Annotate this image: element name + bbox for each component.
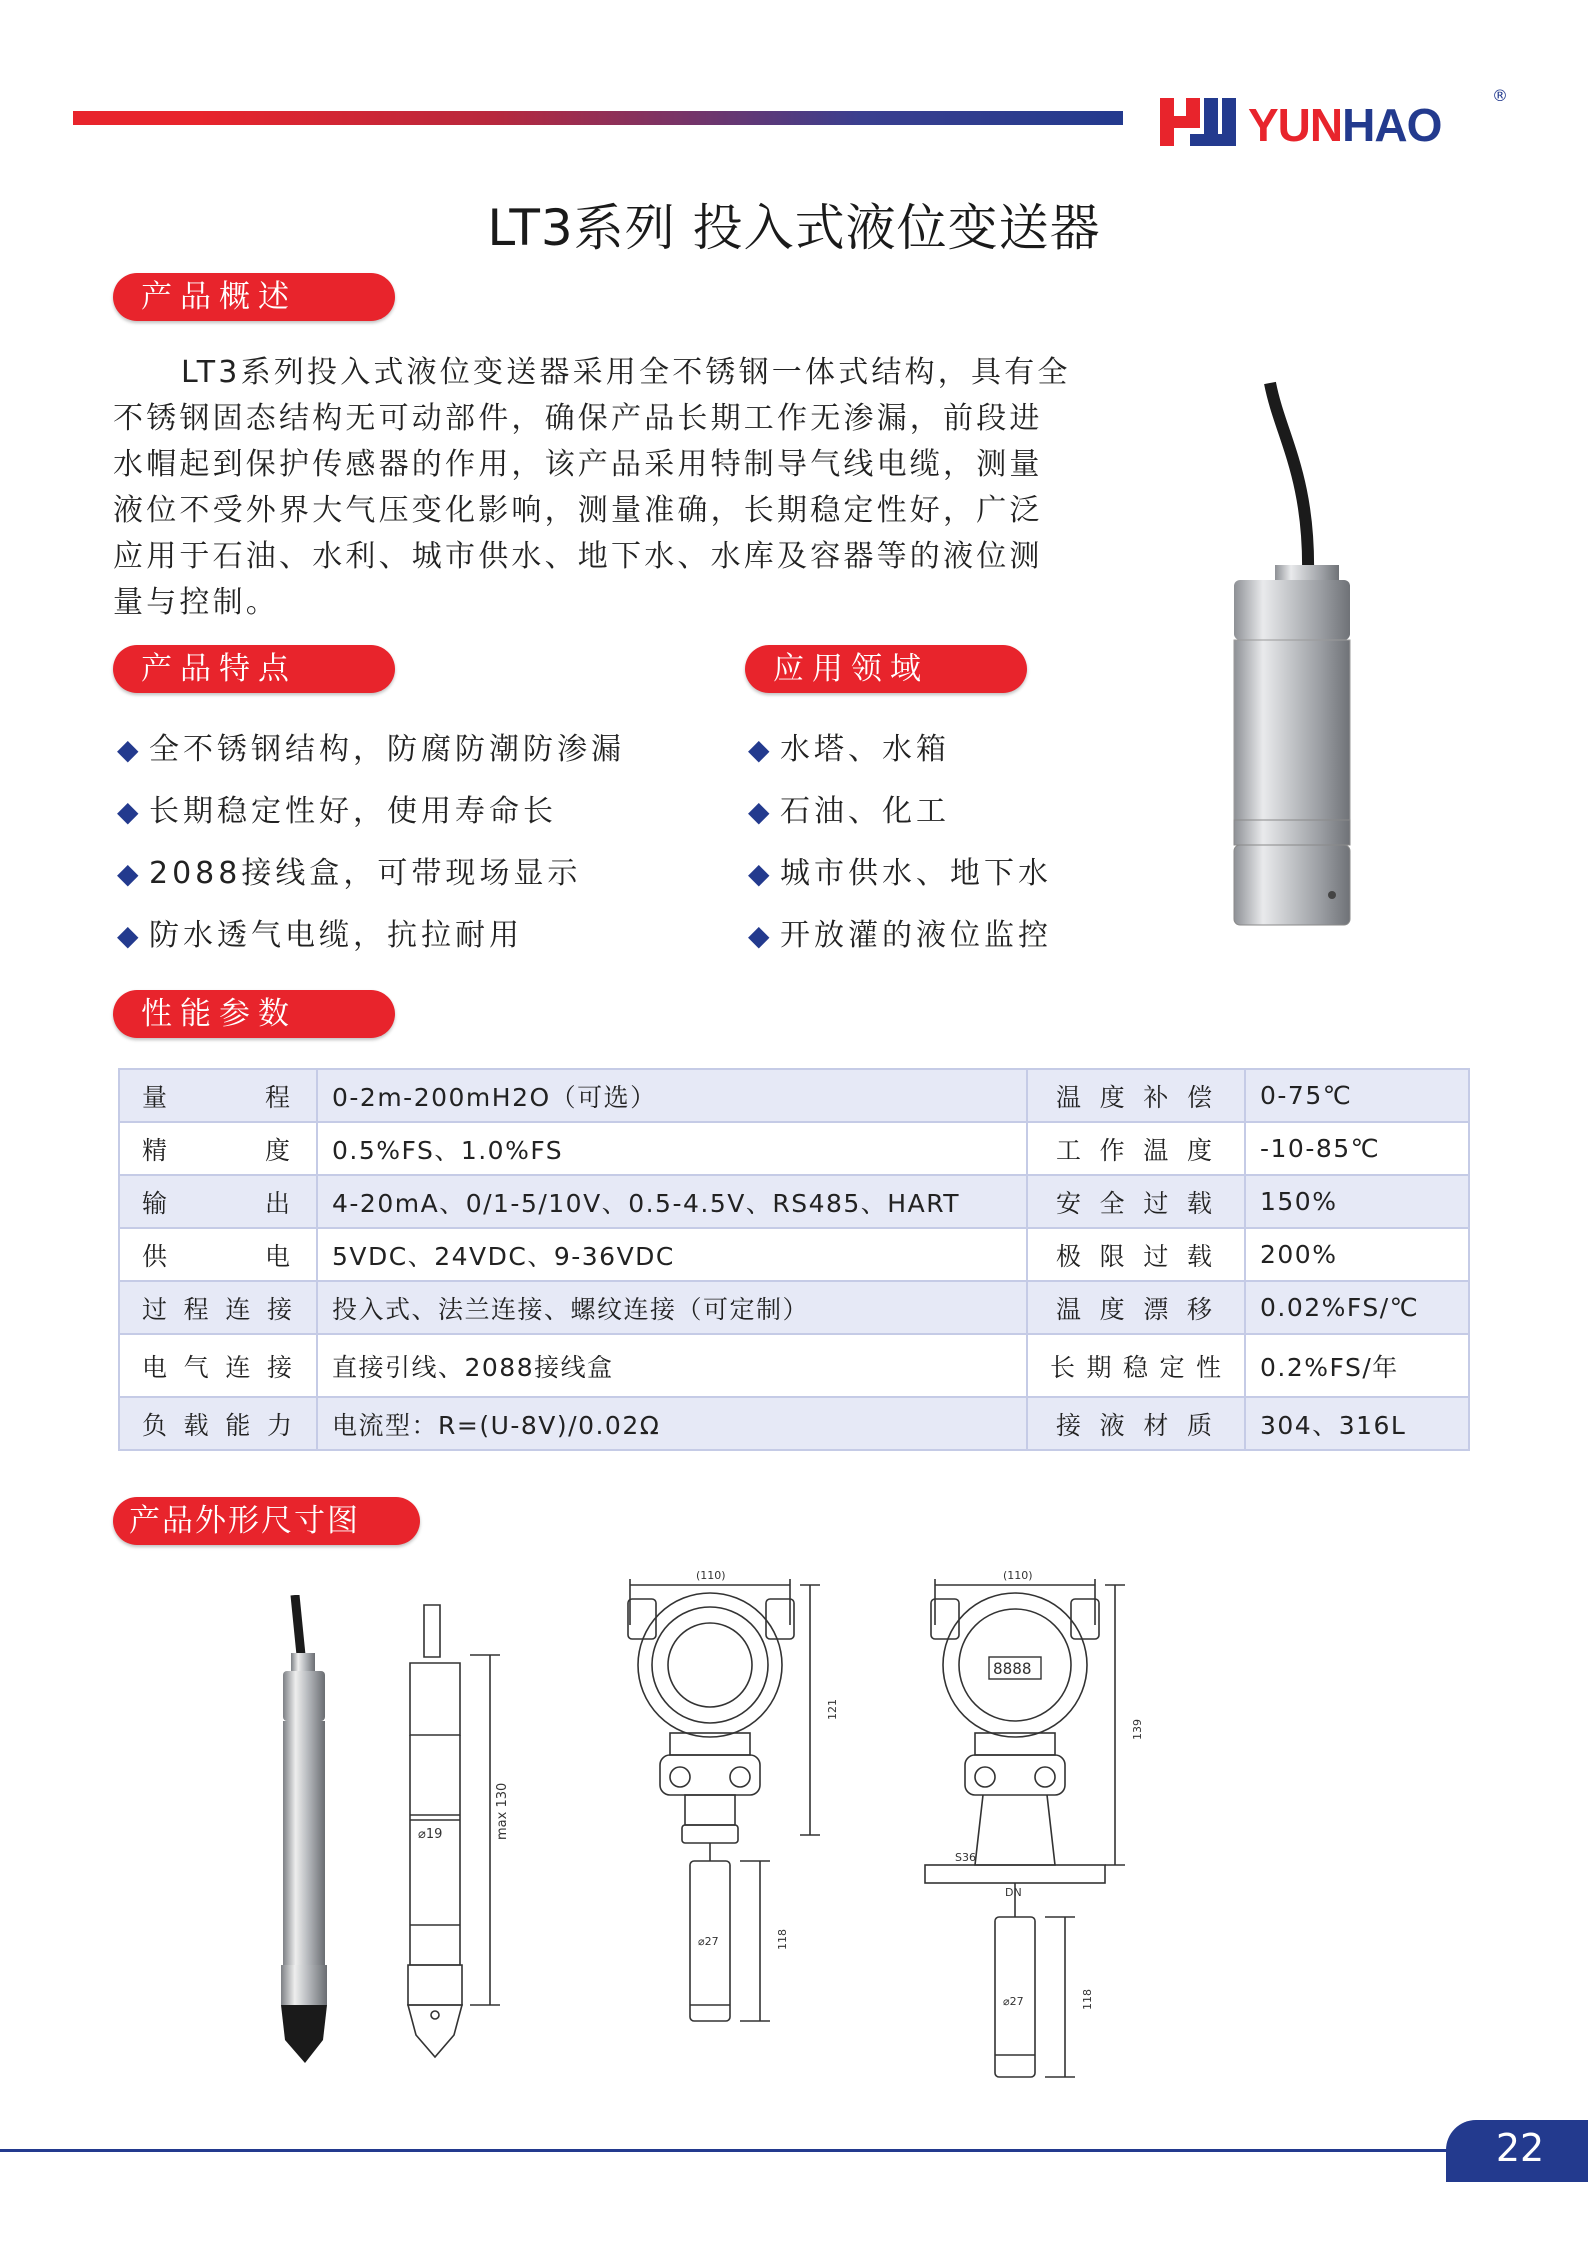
diamond-bullet-icon: ◆	[117, 733, 139, 766]
spec-key: 长期稳定性	[1027, 1334, 1245, 1397]
diamond-bullet-icon: ◆	[117, 857, 139, 890]
spec-key: 温度补偿	[1027, 1069, 1245, 1122]
spec-value: 电流型：R=(U-8V)/0.02Ω	[317, 1397, 1027, 1450]
dim-d27-a: ⌀27	[698, 1935, 719, 1948]
diamond-bullet-icon: ◆	[748, 857, 770, 890]
registered-mark: ®	[1492, 86, 1508, 105]
spec-value: 0.02%FS/℃	[1245, 1281, 1469, 1334]
dim-d19: ⌀19	[418, 1827, 443, 1842]
spec-value: 0-75℃	[1245, 1069, 1469, 1122]
spec-key: 接液材质	[1027, 1397, 1245, 1450]
overview-line: 不锈钢固态结构无可动部件，确保产品长期工作无渗漏，前段进	[113, 401, 1043, 436]
dim-118-a: 118	[776, 1929, 789, 1950]
spec-value: -10-85℃	[1245, 1122, 1469, 1175]
table-row	[119, 1069, 1469, 1122]
spec-value: 4-20mA、0/1-5/10V、0.5-4.5V、RS485、HART	[317, 1175, 1027, 1228]
section-overview-label: 产品概述	[113, 273, 395, 321]
table-row	[119, 1281, 1469, 1334]
spec-value: 200%	[1245, 1228, 1469, 1281]
application-item: ◆ 水塔、水箱	[748, 730, 1052, 792]
sensor-outline-drawing	[390, 1595, 540, 2085]
application-item: ◆ 开放灌的液位监控	[748, 916, 1052, 978]
dim-139: 139	[1131, 1719, 1144, 1740]
section-applications-label: 应用领域	[745, 645, 1027, 693]
spec-key: 量程	[119, 1069, 317, 1122]
applications-list	[748, 730, 1052, 978]
spec-value: 5VDC、24VDC、9-36VDC	[317, 1228, 1027, 1281]
application-item: ◆ 城市供水、地下水	[748, 854, 1052, 916]
spec-value: 150%	[1245, 1175, 1469, 1228]
spec-key: 过程连接	[119, 1281, 317, 1334]
dim-max130: max 130	[495, 1782, 510, 1840]
overview-line: 量与控制。	[113, 585, 279, 620]
overview-line: 应用于石油、水利、城市供水、地下水、水库及容器等的液位测	[113, 539, 1043, 574]
flange-display-drawing	[905, 1565, 1175, 2125]
feature-item: ◆ 防水透气电缆，抗拉耐用	[117, 916, 625, 978]
spec-value: 0-2m-200mH2O（可选）	[317, 1069, 1027, 1122]
footer-line	[0, 2149, 1588, 2152]
spec-key: 极限过载	[1027, 1228, 1245, 1281]
dim-121: 121	[826, 1699, 839, 1720]
dim-110-b: (110)	[1003, 1569, 1033, 1582]
table-row	[119, 1175, 1469, 1228]
spec-key: 精度	[119, 1122, 317, 1175]
feature-item: ◆ 全不锈钢结构，防腐防潮防渗漏	[117, 730, 625, 792]
overview-paragraph	[113, 350, 1113, 626]
spec-key: 工作温度	[1027, 1122, 1245, 1175]
spec-value: 304、316L	[1245, 1397, 1469, 1450]
spec-key: 安全过载	[1027, 1175, 1245, 1228]
dim-110-a: (110)	[696, 1569, 726, 1582]
header-gradient-bar	[73, 111, 1123, 125]
diamond-bullet-icon: ◆	[117, 795, 139, 828]
dim-s36: S36	[955, 1851, 976, 1864]
spec-table	[118, 1068, 1470, 1451]
section-dimensions-label: 产品外形尺寸图	[113, 1497, 420, 1545]
diamond-bullet-icon: ◆	[748, 919, 770, 952]
diamond-bullet-icon: ◆	[117, 919, 139, 952]
spec-value: 直接引线、2088接线盒	[317, 1334, 1027, 1397]
application-item: ◆ 石油、化工	[748, 792, 1052, 854]
product-photo	[1210, 375, 1370, 945]
sensor-side-photo	[255, 1595, 355, 2085]
table-row	[119, 1228, 1469, 1281]
overview-line: 液位不受外界大气压变化影响，测量准确，长期稳定性好，广泛	[113, 493, 1043, 528]
section-features-label: 产品特点	[113, 645, 395, 693]
spec-key: 温度漂移	[1027, 1281, 1245, 1334]
table-row	[119, 1122, 1469, 1175]
dim-dn: DN	[1005, 1886, 1022, 1899]
overview-line: 水帽起到保护传感器的作用，该产品采用特制导气线电缆，测量	[113, 447, 1043, 482]
page-title: LT3系列 投入式液位变送器	[487, 199, 1101, 257]
spec-key: 供电	[119, 1228, 317, 1281]
feature-item: ◆ 2088接线盒，可带现场显示	[117, 854, 625, 916]
brand-mark-icon	[1160, 94, 1240, 150]
spec-value: 0.5%FS、1.0%FS	[317, 1122, 1027, 1175]
dim-d27-b: ⌀27	[1003, 1995, 1024, 2008]
spec-key: 电气连接	[119, 1334, 317, 1397]
spec-value: 0.2%FS/年	[1245, 1334, 1469, 1397]
table-row	[119, 1397, 1469, 1450]
page-number: 22	[1495, 2126, 1545, 2170]
spec-value: 投入式、法兰连接、螺纹连接（可定制）	[317, 1281, 1027, 1334]
spec-key: 负载能力	[119, 1397, 317, 1450]
features-list	[117, 730, 625, 978]
diamond-bullet-icon: ◆	[748, 795, 770, 828]
junction-box-drawing	[610, 1565, 870, 2085]
brand-logo	[1160, 86, 1508, 154]
display-digits: 8888	[993, 1659, 1032, 1678]
diamond-bullet-icon: ◆	[748, 733, 770, 766]
section-specs-label: 性能参数	[113, 990, 395, 1038]
spec-key: 输出	[119, 1175, 317, 1228]
overview-line: LT3系列投入式液位变送器采用全不锈钢一体式结构，具有全	[181, 355, 1071, 390]
table-row	[119, 1334, 1469, 1397]
brand-wordmark: YUNHAO	[1248, 99, 1442, 151]
feature-item: ◆ 长期稳定性好，使用寿命长	[117, 792, 625, 854]
dim-118-b: 118	[1081, 1989, 1094, 2010]
